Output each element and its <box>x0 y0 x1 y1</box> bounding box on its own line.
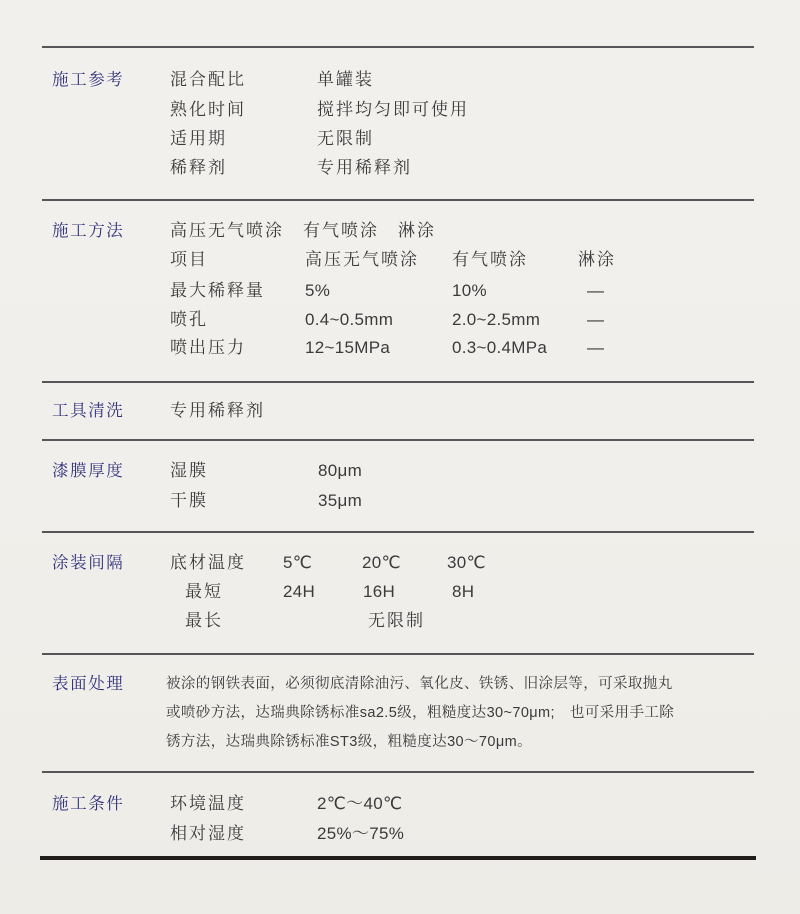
section-label-application-conditions: 施工条件 <box>52 795 125 813</box>
section-label-surface-treatment: 表面处理 <box>52 675 125 693</box>
param-value: 专用稀释剂 <box>170 401 265 420</box>
table-cell: — <box>587 281 605 300</box>
divider-line <box>42 531 754 533</box>
table-cell: 12~15MPa <box>305 338 391 357</box>
table-cell: 5% <box>305 281 331 300</box>
param-name: 稀释剂 <box>170 158 227 177</box>
table-cell: 2.0~2.5mm <box>452 310 541 329</box>
param-value: 80μm <box>318 461 363 480</box>
param-value: 专用稀释剂 <box>317 158 412 177</box>
param-value: 单罐装 <box>317 70 374 89</box>
section-label-application-method: 施工方法 <box>52 222 125 240</box>
divider-line <box>42 653 754 655</box>
table-cell: — <box>587 310 605 329</box>
table-cell: 10% <box>452 281 487 300</box>
table-header-cell: 有气喷涂 <box>452 250 528 269</box>
divider-line-thick <box>40 856 756 860</box>
table-header-cell: 高压无气喷涂 <box>305 250 419 269</box>
divider-line <box>42 771 754 773</box>
paragraph-line: 锈方法，达瑞典除锈标准ST3级，粗糙度达30～70μm。 <box>166 734 532 750</box>
divider-line <box>42 439 754 441</box>
param-name: 相对湿度 <box>170 824 246 843</box>
param-value: 搅拌均匀即可使用 <box>317 100 469 119</box>
param-value: 2℃～40℃ <box>317 794 403 813</box>
table-header-cell: 项目 <box>170 250 208 269</box>
section-label-tool-cleaning: 工具清洗 <box>52 402 125 420</box>
table-cell: 8H <box>452 582 475 601</box>
table-header-cell: 底材温度 <box>170 553 246 572</box>
table-header-cell: 5℃ <box>283 553 313 572</box>
param-name: 干膜 <box>170 491 208 510</box>
divider-line <box>42 381 754 383</box>
param-name: 环境温度 <box>170 794 246 813</box>
param-name: 熟化时间 <box>170 100 246 119</box>
param-name: 湿膜 <box>170 461 208 480</box>
section-label-construction-reference: 施工参考 <box>52 71 125 89</box>
divider-line <box>42 199 754 201</box>
table-header-cell: 30℃ <box>447 553 486 572</box>
table-cell: 最短 <box>185 582 223 601</box>
table-cell: 0.4~0.5mm <box>305 310 394 329</box>
table-cell: 24H <box>283 582 316 601</box>
param-value: 35μm <box>318 491 363 510</box>
methods-line: 高压无气喷涂 有气喷涂 淋涂 <box>170 221 436 240</box>
param-value: 无限制 <box>317 129 374 148</box>
table-cell: 16H <box>363 582 396 601</box>
param-name: 适用期 <box>170 129 227 148</box>
table-header-cell: 20℃ <box>362 553 401 572</box>
section-label-recoat-interval: 涂装间隔 <box>52 554 125 572</box>
table-cell: 无限制 <box>368 611 425 630</box>
param-name: 混合配比 <box>170 70 246 89</box>
table-header-cell: 淋涂 <box>578 250 616 269</box>
param-value: 25%～75% <box>317 824 405 843</box>
table-cell: — <box>587 338 605 357</box>
section-label-film-thickness: 漆膜厚度 <box>52 462 125 480</box>
table-cell: 最长 <box>185 611 223 630</box>
table-cell: 0.3~0.4MPa <box>452 338 548 357</box>
paragraph-line: 或喷砂方法，达瑞典除锈标准sa2.5级，粗糙度达30~70μm; 也可采用手工除 <box>166 705 675 721</box>
divider-line <box>42 46 754 48</box>
table-cell: 喷出压力 <box>170 338 246 357</box>
table-cell: 最大稀释量 <box>170 281 265 300</box>
table-cell: 喷孔 <box>170 310 208 329</box>
paragraph-line: 被涂的钢铁表面，必须彻底清除油污、氧化皮、铁锈、旧涂层等，可采取抛丸 <box>166 676 673 692</box>
